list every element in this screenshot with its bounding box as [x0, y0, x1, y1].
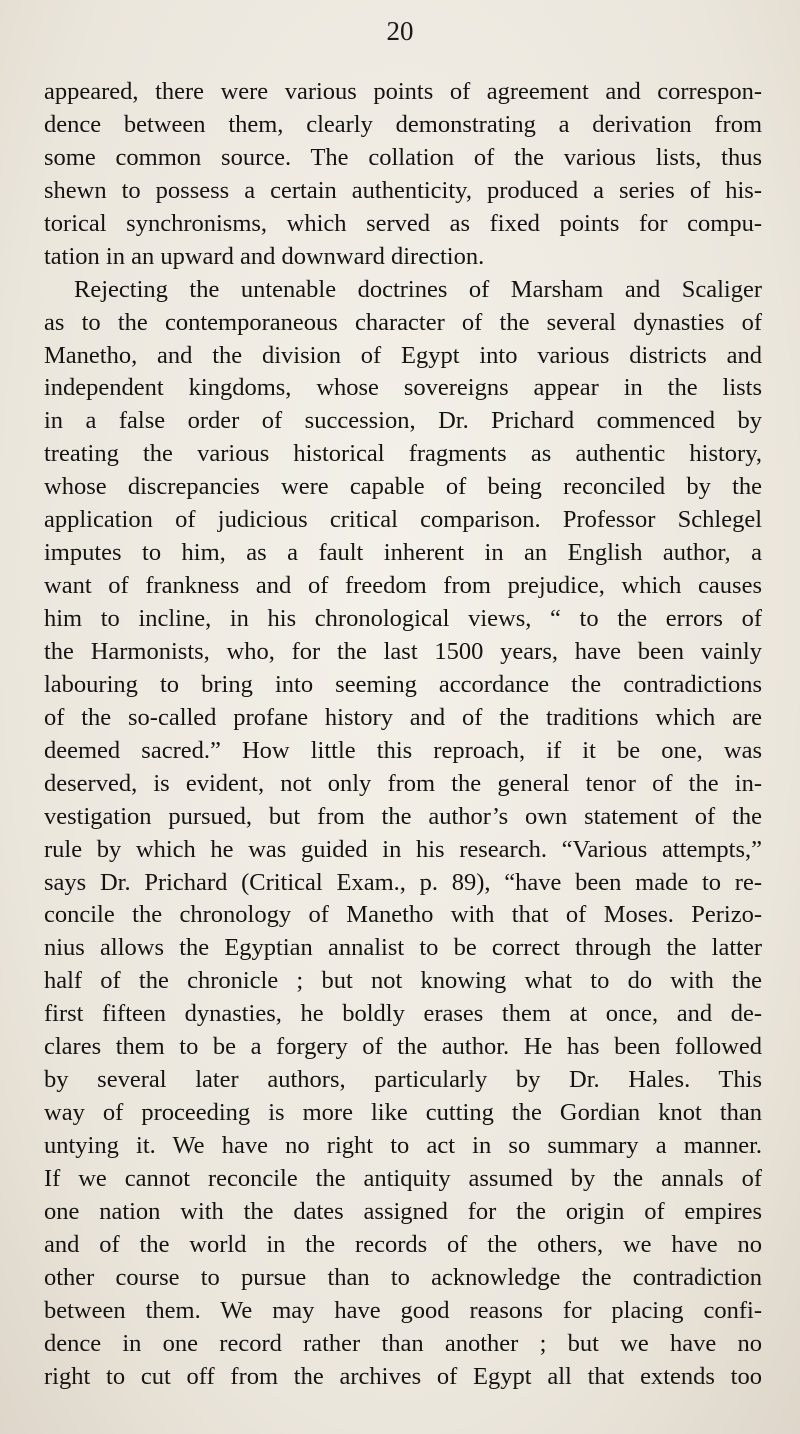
text-line: of the so-called profane history and of the traditions which are [44, 703, 762, 731]
text-line: Manetho, and the division of Egypt into various districts and [44, 341, 762, 369]
text-line: appeared, there were various points of agreement and correspon- [44, 78, 762, 105]
text-line: some common source. The collation of the various lists, thus [44, 143, 762, 171]
text-line: other course to pursue than to acknowledge the contradiction [44, 1263, 762, 1291]
text-line: want of frankness and of freedom from prejudice, which causes [44, 572, 762, 600]
text-line: says Dr. Prichard (Critical Exam., p. 89), “have been made to re- [44, 868, 762, 896]
text-line: right to cut off from the archives of Egypt all that extends too [44, 1362, 762, 1390]
text-line: clares them to be a forgery of the author. He has been followed [44, 1033, 762, 1061]
text-line: deserved, is evident, not only from the general tenor of the in- [44, 769, 762, 797]
text-line: treating the various historical fragments as authentic history, [44, 440, 762, 468]
text-line: nius allows the Egyptian annalist to be correct through the latter [44, 934, 762, 962]
text-line: way of proceeding is more like cutting the Gordian knot than [44, 1099, 762, 1127]
text-line: labouring to bring into seeming accordance the contradictions [44, 670, 762, 698]
text-line: untying it. We have no right to act in so summary a manner. [44, 1132, 762, 1159]
text-line: first fifteen dynasties, he boldly erases them at once, and de- [44, 1000, 762, 1028]
text-line: imputes to him, as a fault inherent in an English author, a [44, 539, 762, 567]
text-line: Rejecting the untenable doctrines of Marsham and Scaliger [74, 275, 762, 303]
text-line: rule by which he was guided in his research. “Various attempts,” [44, 835, 762, 863]
text-line: half of the chronicle ; but not knowing what to do with the [44, 967, 762, 995]
text-line: in a false order of succession, Dr. Prichard commenced by [44, 407, 762, 435]
text-line: one nation with the dates assigned for the origin of empires [44, 1197, 762, 1225]
text-line: between them. We may have good reasons for placing confi- [44, 1296, 762, 1324]
text-line: application of judicious critical comparison. Professor Schlegel [44, 506, 762, 534]
body-text [44, 76, 762, 1394]
text-line: as to the contemporaneous character of the several dynasties of [44, 308, 762, 336]
text-line: whose discrepancies were capable of being reconciled by the [44, 473, 762, 501]
text-line: independent kingdoms, whose sovereigns appear in the lists [44, 374, 762, 402]
text-line: tation in an upward and downward direction. [44, 242, 485, 270]
text-line: torical synchronisms, which served as fixed points for compu- [44, 209, 762, 237]
text-line: and of the world in the records of the others, we have no [44, 1230, 762, 1258]
text-line: concile the chronology of Manetho with that of Moses. Perizo- [44, 901, 762, 929]
text-line: shewn to possess a certain authenticity, produced a series of his- [44, 176, 762, 204]
text-line: deemed sacred.” How little this reproach, if it be one, was [44, 736, 762, 764]
text-line: vestigation pursued, but from the author’s own statement of the [44, 802, 762, 830]
text-line: If we cannot reconcile the antiquity assumed by the annals of [44, 1164, 762, 1192]
text-line: by several later authors, particularly by Dr. Hales. This [44, 1066, 762, 1094]
text-line: dence in one record rather than another ; but we have no [44, 1329, 762, 1357]
page-number: 20 [386, 16, 414, 46]
text-line: him to incline, in his chronological views, “ to the errors of [44, 605, 762, 632]
text-line: dence between them, clearly demonstrating a derivation from [44, 110, 762, 138]
text-line: the Harmonists, who, for the last 1500 years, have been vainly [44, 637, 762, 665]
